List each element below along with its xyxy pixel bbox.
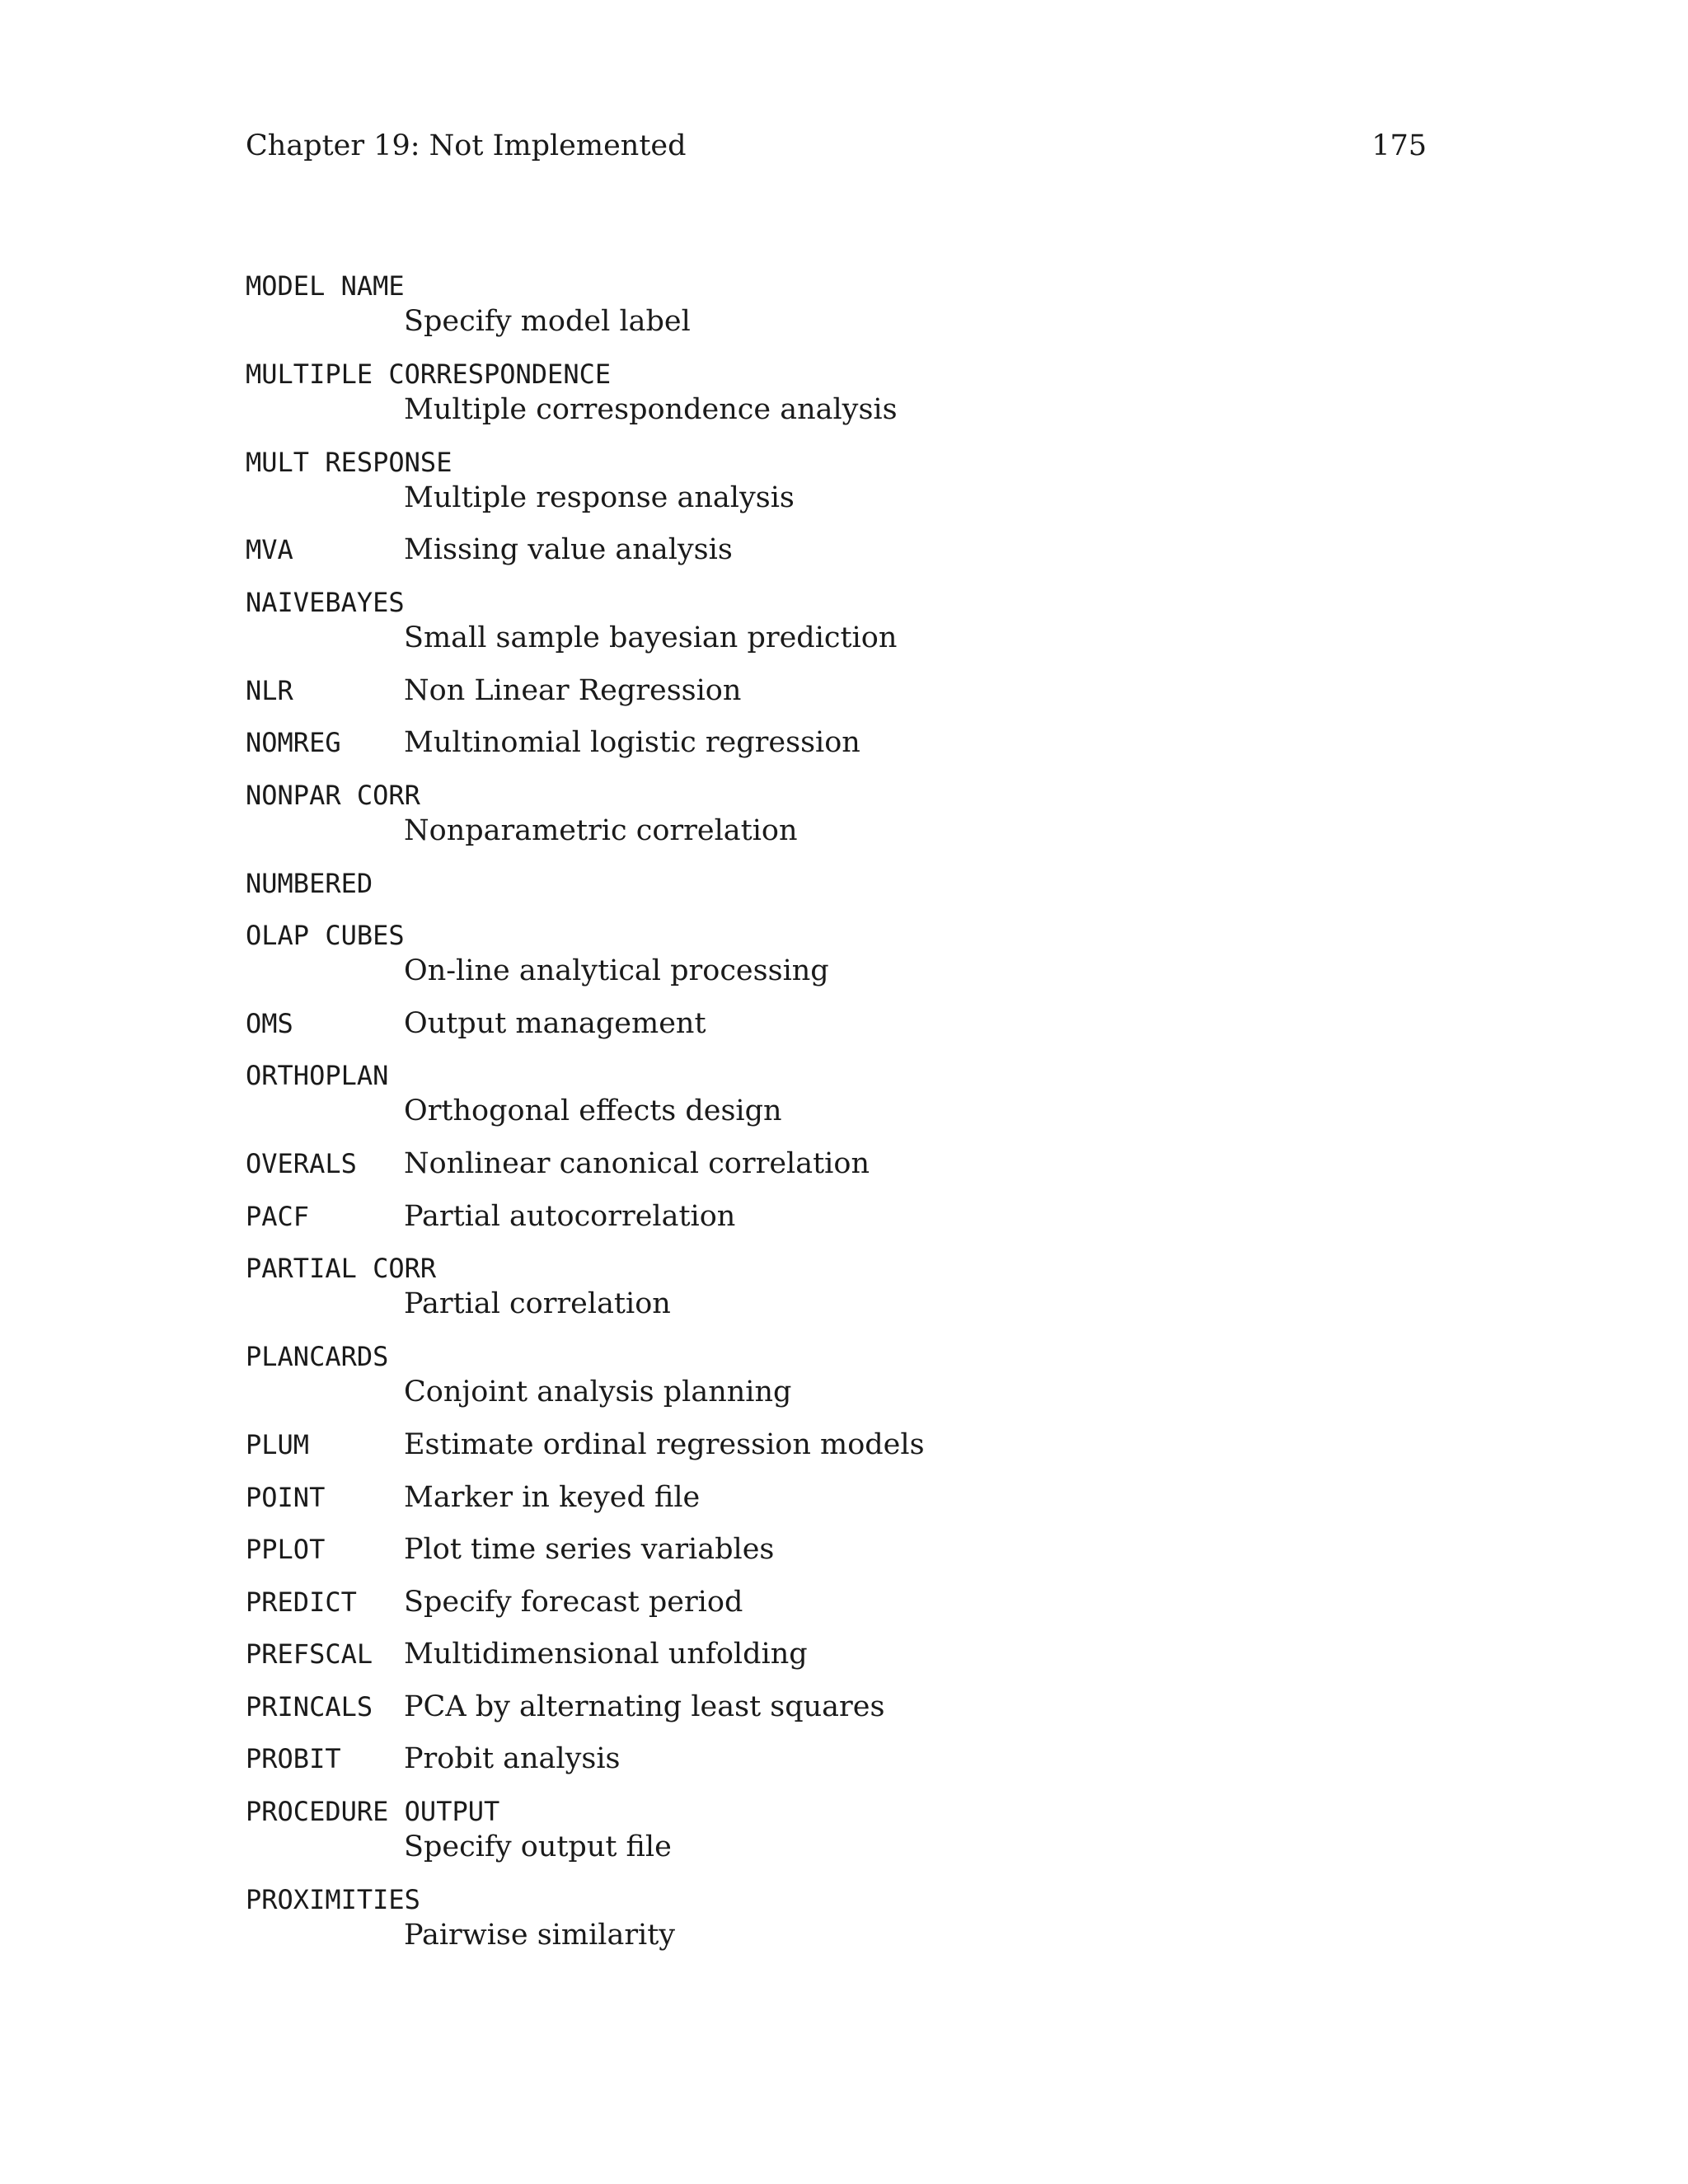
command-description: Output management [404,1007,706,1040]
command-description: Orthogonal effects design [404,1094,782,1127]
command-description: Partial autocorrelation [404,1200,736,1233]
command-term: NUMBERED [246,868,373,899]
command-description: Multinomial logistic regression [404,726,860,759]
command-term: PREFSCAL [246,1638,373,1670]
page-number: 175 [1372,129,1427,162]
command-term: POINT [246,1482,326,1513]
command-description: Multiple response analysis [404,481,795,514]
command-term: PPLOT [246,1534,326,1565]
command-description: Specify output file [404,1830,672,1863]
command-description: Non Linear Regression [404,674,742,707]
command-description: Multiple correspondence analysis [404,393,898,426]
command-description: Nonlinear canonical correlation [404,1147,870,1180]
command-term: OLAP CUBES [246,920,405,951]
command-term: MULT RESPONSE [246,447,452,478]
command-term: NOMREG [246,727,341,758]
command-description: Pairwise similarity [404,1919,676,1952]
command-description: Nonparametric correlation [404,814,798,847]
chapter-title: Chapter 19: Not Implemented [246,129,687,162]
command-term: PRINCALS [246,1691,373,1722]
command-description: Partial correlation [404,1287,671,1320]
command-description: PCA by alternating least squares [404,1690,885,1723]
command-term: MULTIPLE CORRESPONDENCE [246,359,612,390]
command-term: MODEL NAME [246,270,405,302]
command-description: On-line analytical processing [404,954,829,987]
command-description: Probit analysis [404,1742,621,1775]
command-term: PROCEDURE OUTPUT [246,1796,500,1827]
command-term: PARTIAL CORR [246,1253,437,1284]
command-term: PREDICT [246,1586,357,1618]
command-term: NONPAR CORR [246,780,420,811]
command-description: Specify forecast period [404,1586,743,1619]
command-description: Conjoint analysis planning [404,1376,792,1408]
command-term: MVA [246,534,293,565]
command-term: PROXIMITIES [246,1884,420,1915]
command-term: OMS [246,1008,293,1039]
command-term: NAIVEBAYES [246,587,405,618]
command-term: PLUM [246,1429,310,1460]
command-term: OVERALS [246,1148,357,1179]
command-description: Specify model label [404,305,691,338]
command-term: PACF [246,1201,310,1232]
command-term: ORTHOPLAN [246,1060,389,1091]
command-description: Multidimensional unfolding [404,1638,808,1671]
page-header [246,125,1427,166]
command-description: Marker in keyed file [404,1481,701,1514]
command-description: Missing value analysis [404,533,733,566]
command-description: Small sample bayesian prediction [404,621,898,654]
command-term: PROBIT [246,1743,341,1774]
command-description: Estimate ordinal regression models [404,1428,925,1461]
command-description: Plot time series variables [404,1533,775,1566]
command-term: NLR [246,675,293,706]
command-term: PLANCARDS [246,1341,389,1372]
